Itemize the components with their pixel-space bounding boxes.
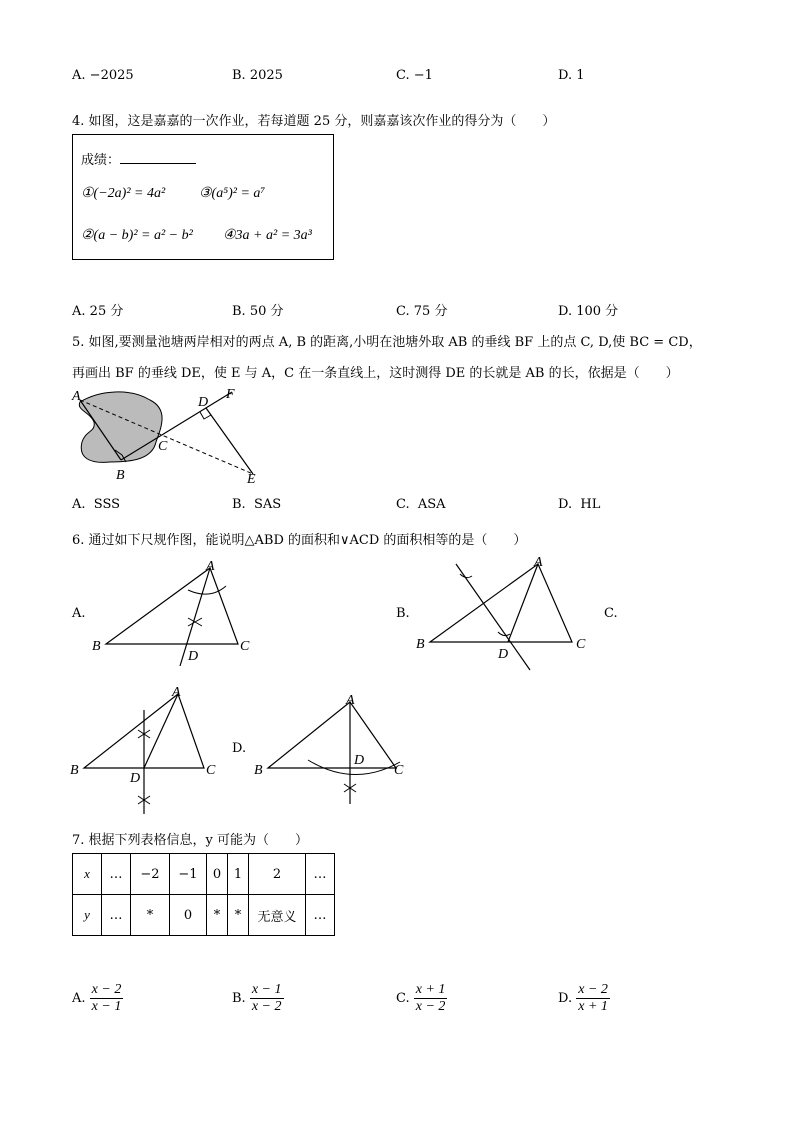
homework-item-4: ④3a + a² = 3a³ [223,228,312,243]
q6-option-c-letter[interactable]: C. [604,606,618,621]
table-row: x … −2 −1 0 1 2 … [73,854,335,895]
svg-text:B: B [70,763,79,778]
q3-option-c[interactable]: C. −1 [396,68,433,83]
q7-table [72,853,335,936]
q6-option-b-letter[interactable]: B. [396,606,410,621]
q6-option-a-letter[interactable]: A. [72,606,86,621]
q4-option-b[interactable]: B. 50 分 [232,304,284,319]
q3-option-b[interactable]: B. 2025 [232,68,283,83]
q7-option-a[interactable]: A. $\frac{x - 2}{x - 1}$ [72,982,122,1014]
homework-box [72,134,334,260]
svg-text:D: D [188,649,199,664]
q7-option-c[interactable]: C. $\frac{x + 1}{x - 2}$ [396,982,446,1014]
homework-item-1: ①(−2a)² = 4a² [81,186,166,201]
label-d: D [198,395,209,410]
q4-option-a[interactable]: A. 25 分 [72,304,124,319]
q5-option-b[interactable]: B. SAS [232,497,282,512]
svg-text:C: C [576,637,586,652]
q6-figure-b [412,554,602,672]
homework-item-2: ②(a − b)² = a² − b² [81,228,193,243]
pond-shape [79,392,162,462]
q3-option-d[interactable]: D. 1 [558,68,585,83]
q6-figure-a [88,556,268,668]
q5-option-d[interactable]: D. HL [558,497,601,512]
label-a: A [72,389,81,404]
homework-item-3: ③(a⁵)² = a⁷ [199,186,266,201]
score-label: 成绩： [81,149,196,168]
svg-text:A: A [172,685,181,700]
q7-option-d[interactable]: D. $\frac{x - 2}{x + 1}$ [558,982,608,1014]
q4-option-d[interactable]: D. 100 分 [558,304,619,319]
q6-figure-d [254,692,414,806]
svg-text:A: A [206,559,215,574]
label-b: B [116,468,125,483]
table-row: y … * 0 * * 无意义 … [73,895,335,936]
q7-option-b[interactable]: B. $\frac{x - 1}{x - 2}$ [232,982,282,1014]
svg-text:C: C [240,639,250,654]
svg-text:B: B [92,639,101,654]
svg-text:C: C [206,763,216,778]
q4-stem: 4. 如图，这是嘉嘉的一次作业，若每道题 25 分，则嘉嘉该次作业的得分为（ ） [72,114,556,129]
q6-stem: 6. 通过如下尺规作图，能说明△ABD 的面积和∨ACD 的面积相等的是（ ） [72,533,527,548]
q3-option-a[interactable]: A. −2025 [72,68,134,83]
q5-stem-line2: 再画出 BF 的垂线 DE，使 E 与 A，C 在一条直线上，这时测得 DE 的长就是 AB 的长，依据是（ ） [72,366,679,381]
q6-figure-c [68,680,228,816]
q5-option-a[interactable]: A. SSS [72,497,121,512]
svg-text:D: D [498,647,509,662]
svg-text:D: D [130,771,141,786]
label-c: C [158,439,168,454]
score-blank [120,151,196,164]
q6-option-d-letter[interactable]: D. [232,741,247,756]
svg-text:D: D [354,753,365,768]
svg-text:B: B [254,763,263,778]
label-e: E [247,472,256,486]
q4-option-c[interactable]: C. 75 分 [396,304,448,319]
q7-stem: 7. 根据下列表格信息，y 可能为（ ） [72,833,309,848]
svg-text:C: C [394,763,404,778]
q5-option-c[interactable]: C. ASA [396,497,446,512]
svg-text:A: A [534,555,543,570]
pond-figure [60,380,280,486]
q5-stem-line1: 5. 如图,要测量池塘两岸相对的两点 A, B 的距离,小明在池塘外取 AB 的垂线 BF 上的点 C, D,使 BC = CD， [72,335,702,350]
svg-text:A: A [346,693,355,708]
svg-text:B: B [416,637,425,652]
label-f: F [226,387,235,402]
